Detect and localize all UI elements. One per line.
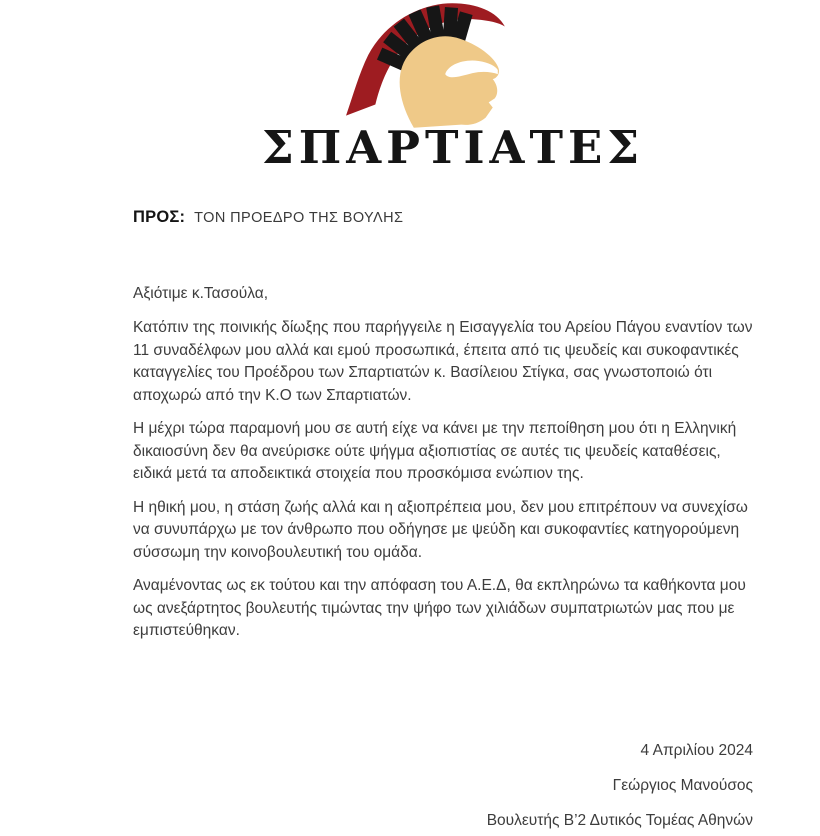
salutation: Αξιότιμε κ.Τασούλα, <box>133 284 269 302</box>
paragraph-2: Η μέχρι τώρα παραμονή μου σε αυτή είχε να κάνει με την πεποίθηση μου ότι η Ελληνική δικαιοσύνη δεν θα ανεύρισκε ούτε ψήγμα αξιοπιστίας σε αυτές τις ψευδείς καταθέσεις, ειδικά μετά τα αποδεικτικά στοιχεία που προσκόμισα ενώπιον της. <box>133 420 737 482</box>
signature-name: Γεώργιος Μανούσος <box>612 777 753 794</box>
signature-date: 4 Απριλίου 2024 <box>640 742 753 759</box>
paragraph-1: Κατόπιν της ποινικής δίωξης που παρήγγειλε η Εισαγγελία του Αρείου Πάγου εναντίον των 11 συναδέλφων μου αλλά και εμού προσωπικά, έπειτα από τις ψευδείς και συκοφαντικές καταγγελίες του Προέδρου των Σπαρτιατών κ. Βασίλειου Στίγκα, σας γνωστοποιώ ότι αποχωρώ από την Κ.Ο των Σπαρτιατών. <box>133 319 753 404</box>
helmet-dome-shape <box>400 36 499 128</box>
recipient-value: ΤΟΝ ΠΡΟΕΔΡΟ ΤΗΣ ΒΟΥΛΗΣ <box>194 210 404 226</box>
paragraph-4: Αναμένοντας ως εκ τούτου και την απόφαση του Α.Ε.Δ, θα εκπληρώνω τα καθήκοντα μου ως ανεξάρτητος βουλευτής τιμώντας την ψήφο των χιλιάδων συμπατριωτών μας που με εμπιστεύθηκαν. <box>133 577 746 639</box>
recipient-line <box>133 206 757 230</box>
signature-title: Βουλευτής Β’2 Δυτικός Τομέας Αθηνών <box>486 812 753 829</box>
recipient-label: ΠΡΟΣ: <box>133 208 186 226</box>
logo-wordmark: ΣΠΑΡΤΙΑΤΕΣ <box>261 121 645 174</box>
spartan-helmet-icon <box>343 2 515 130</box>
signature-block <box>487 742 753 836</box>
paragraph-3: Η ηθική μου, η στάση ζωής αλλά και η αξιοπρέπεια μου, δεν μου επιτρέπουν να συνεχίσω να συνυπάρχω με τον άνθρωπο που οδήγησε με ψεύδη και συκοφαντίες κατηγορούμενη σύσσωμη την κοινοβουλευτική του ομάδα. <box>133 498 748 561</box>
letter-body <box>133 206 757 654</box>
